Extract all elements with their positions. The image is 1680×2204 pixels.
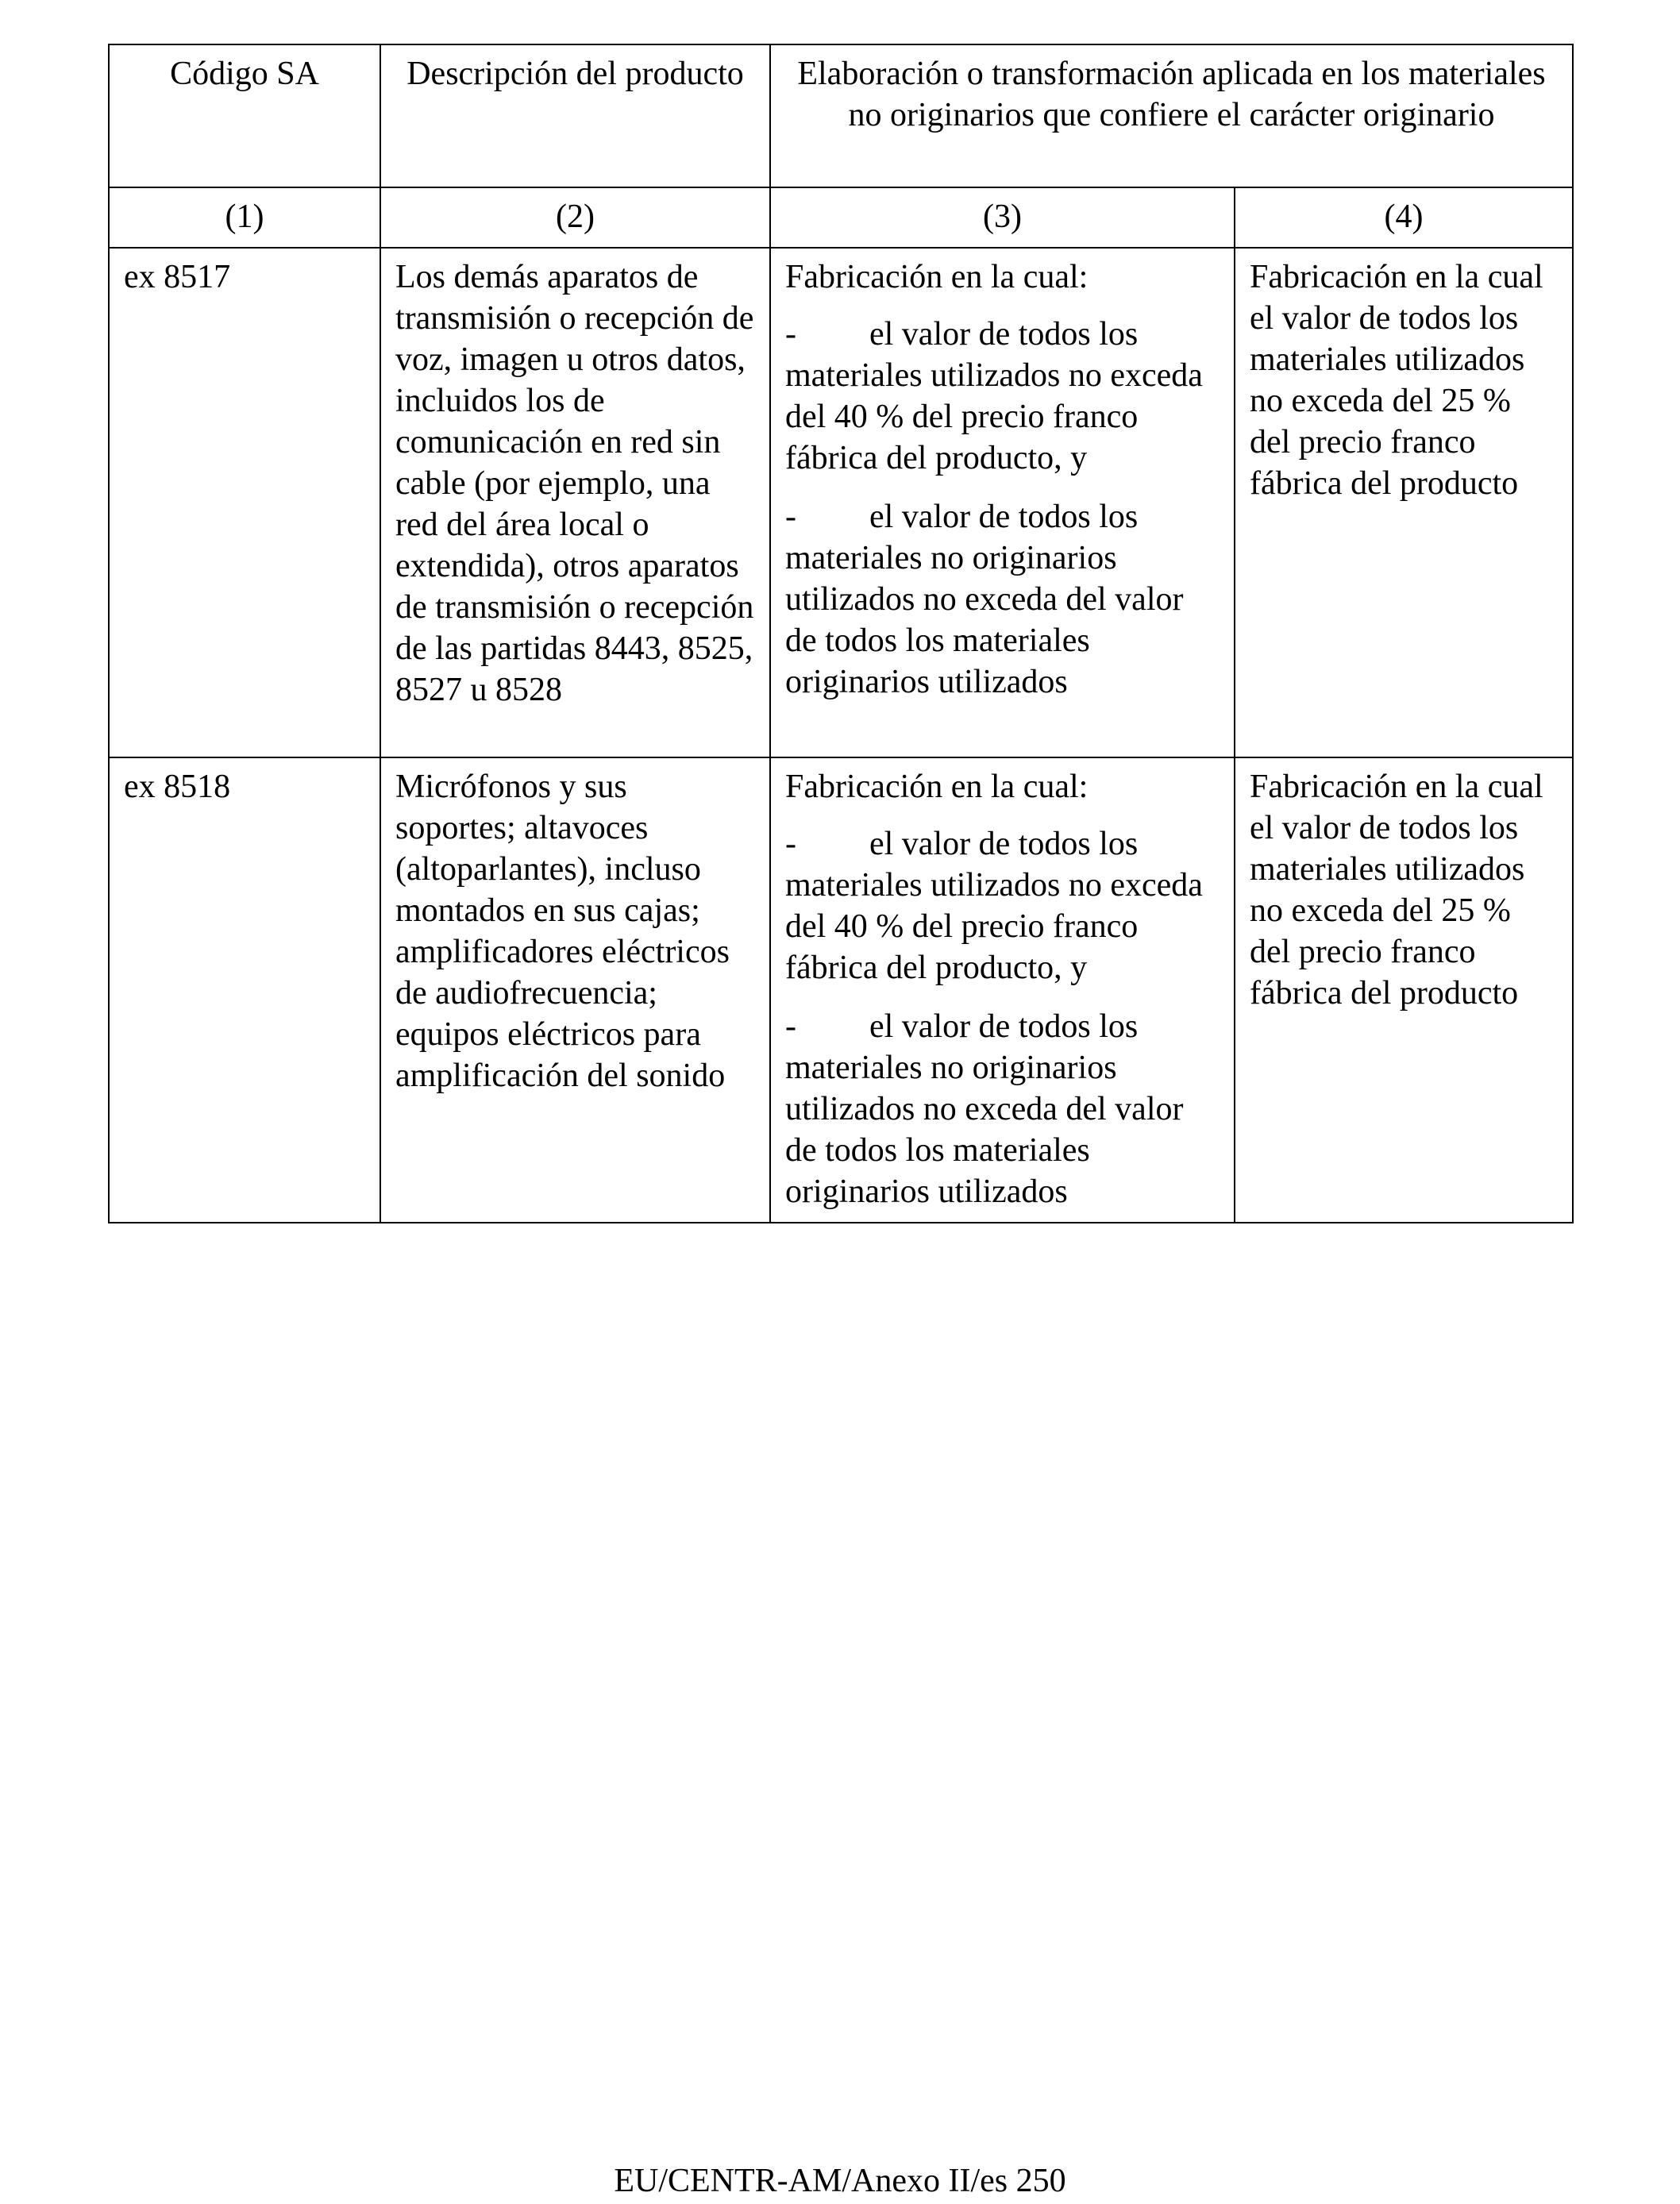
table-row — [109, 757, 1573, 1223]
header-row — [109, 44, 1573, 187]
dash-marker: - — [785, 316, 796, 353]
processing-rule — [770, 757, 1235, 1223]
rule-condition-text: el valor de todos los materiales utilizados no exceda del 40 % del precio franco fábrica del producto, y — [785, 826, 1203, 986]
hs-code: ex 8518 — [109, 757, 380, 1223]
rule-condition-text: el valor de todos los materiales no originarios utilizados no exceda del valor de todos los materiales originarios utilizados — [785, 1008, 1184, 1210]
product-description: Micrófonos y sus soportes; altavoces (altoparlantes), incluso montados en sus cajas; amplificadores eléctricos de audiofrecuencia; equipos eléctricos para amplificación del sonido — [380, 757, 770, 1223]
alternative-rule: Fabricación en la cual el valor de todos los materiales utilizados no exceda del 25 % del precio franco fábrica del producto — [1235, 757, 1573, 1223]
rule-intro: Fabricación en la cual: — [785, 769, 1089, 805]
hs-code: ex 8517 — [109, 248, 380, 757]
rule-condition-text: el valor de todos los materiales utilizados no exceda del 40 % del precio franco fábrica del producto, y — [785, 316, 1203, 476]
product-description: Los demás aparatos de transmisión o recepción de voz, imagen u otros datos, incluidos los de comunicación en red sin cable (por ejemplo, una red del área local o extendida), otros aparatos de transmisión o recepción de las partidas 8443, 8525, 8527 u 8528 — [380, 248, 770, 757]
header-description: Descripción del producto — [380, 44, 770, 187]
rule-condition — [785, 496, 1220, 703]
column-number-row — [109, 187, 1573, 248]
dash-marker: - — [785, 826, 796, 862]
dash-marker: - — [785, 1008, 796, 1045]
column-number: (3) — [770, 187, 1235, 248]
alternative-rule: Fabricación en la cual el valor de todos los materiales utilizados no exceda del 25 % del precio franco fábrica del producto — [1235, 248, 1573, 757]
rule-condition-text: el valor de todos los materiales no originarios utilizados no exceda del valor de todos los materiales originarios utilizados — [785, 499, 1184, 700]
rules-table — [108, 44, 1574, 1223]
page-footer: EU/CENTR-AM/Anexo II/es 250 — [614, 2163, 1066, 2199]
rule-intro: Fabricación en la cual: — [785, 259, 1089, 295]
processing-rule — [770, 248, 1235, 757]
column-number: (2) — [380, 187, 770, 248]
header-code: Código SA — [109, 44, 380, 187]
rule-condition — [785, 823, 1220, 988]
header-processing: Elaboración o transformación aplicada en los materiales no originarios que confiere el carácter originario — [770, 44, 1573, 187]
dash-marker: - — [785, 499, 796, 535]
table-row — [109, 248, 1573, 757]
column-number: (1) — [109, 187, 380, 248]
column-number: (4) — [1235, 187, 1573, 248]
rule-condition — [785, 1006, 1220, 1212]
rule-condition — [785, 314, 1220, 479]
